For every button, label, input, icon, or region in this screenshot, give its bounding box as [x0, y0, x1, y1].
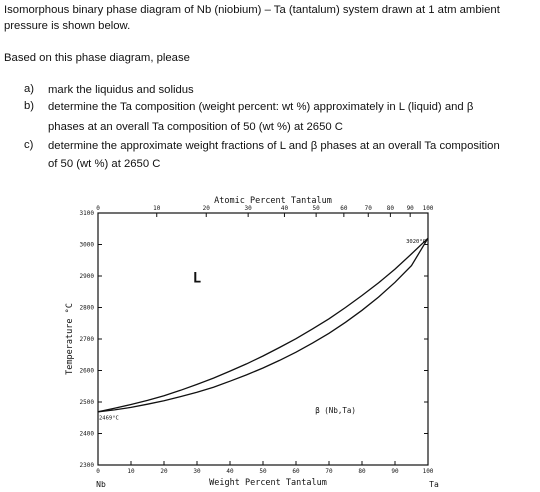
question-a-text: mark the liquidus and solidus — [48, 84, 194, 96]
y-tick-label: 2400 — [79, 430, 94, 438]
top-axis-label: Atomic Percent Tantalum — [214, 196, 332, 206]
top-tick-label: 0 — [96, 205, 100, 212]
top-tick-label: 50 — [312, 205, 320, 212]
question-c-text-line-1: determine the approximate weight fractions of L and β phases at an overall Ta composition — [48, 140, 500, 152]
top-tick-label: 90 — [406, 205, 414, 212]
component-left: Nb — [96, 480, 106, 489]
x-tick-label: 10 — [127, 468, 135, 475]
region-label-solid: β (Nb,Ta) — [315, 406, 356, 416]
top-tick-label: 10 — [153, 205, 161, 212]
region-label-liquid: L — [192, 270, 202, 287]
y-tick-label: 2900 — [79, 273, 94, 280]
top-tick-label: 80 — [386, 205, 394, 212]
y-axis-label: Temperature °C — [65, 303, 75, 375]
question-c-marker: c) — [24, 139, 34, 151]
top-tick-label: 60 — [340, 205, 348, 212]
question-b-text-line-1: determine the Ta composition (weight percent: wt %) approximately in L (liquid) and β — [48, 101, 474, 113]
x-tick-label: 0 — [96, 468, 100, 475]
top-tick-label: 40 — [280, 205, 289, 212]
x-tick-label: 100 — [422, 468, 434, 475]
question-b-text-line-2: phases at an overall Ta composition of 50 (wt %) at 2650 C — [48, 121, 343, 133]
x-tick-label: 60 — [292, 468, 300, 475]
x-tick-label: 70 — [325, 468, 333, 475]
y-tick-label: 3000 — [79, 241, 94, 249]
top-tick-label: 100 — [422, 205, 434, 212]
x-tick-label: 40 — [226, 468, 234, 475]
intro-line-3: Based on this phase diagram, please — [4, 52, 190, 64]
phase-boundary-curve-2 — [98, 238, 428, 412]
y-tick-label: 2800 — [79, 304, 94, 312]
y-tick-label: 2300 — [79, 462, 94, 469]
intro-line-1: Isomorphous binary phase diagram of Nb (niobium) – Ta (tantalum) system drawn at 1 atm ambient — [4, 4, 500, 16]
y-tick-label: 2600 — [79, 367, 94, 375]
x-axis-label: Weight Percent Tantalum — [209, 478, 327, 488]
phase-boundary-curve-1 — [98, 238, 428, 412]
annotation-nb-melting: 2469°C — [99, 415, 119, 422]
y-tick-label: 2700 — [79, 336, 94, 343]
top-tick-label: 70 — [364, 205, 372, 212]
question-c-text-line-2: of 50 (wt %) at 2650 C — [48, 158, 161, 170]
question-a-marker: a) — [24, 83, 35, 95]
component-right: Ta — [429, 480, 439, 489]
annotation-ta-melting: 3020°C — [406, 238, 426, 245]
question-b-marker: b) — [24, 100, 35, 112]
top-tick-label: 30 — [244, 205, 252, 212]
x-tick-label: 80 — [358, 468, 366, 475]
x-tick-label: 50 — [259, 468, 267, 475]
top-tick-label: 20 — [202, 205, 210, 212]
y-tick-label: 2500 — [79, 399, 94, 406]
y-tick-label: 3100 — [79, 210, 94, 217]
x-tick-label: 20 — [160, 468, 168, 475]
plot-frame — [98, 213, 428, 465]
x-tick-label: 30 — [193, 468, 201, 475]
intro-line-2: pressure is shown below. — [4, 20, 131, 32]
x-tick-label: 90 — [391, 468, 399, 475]
